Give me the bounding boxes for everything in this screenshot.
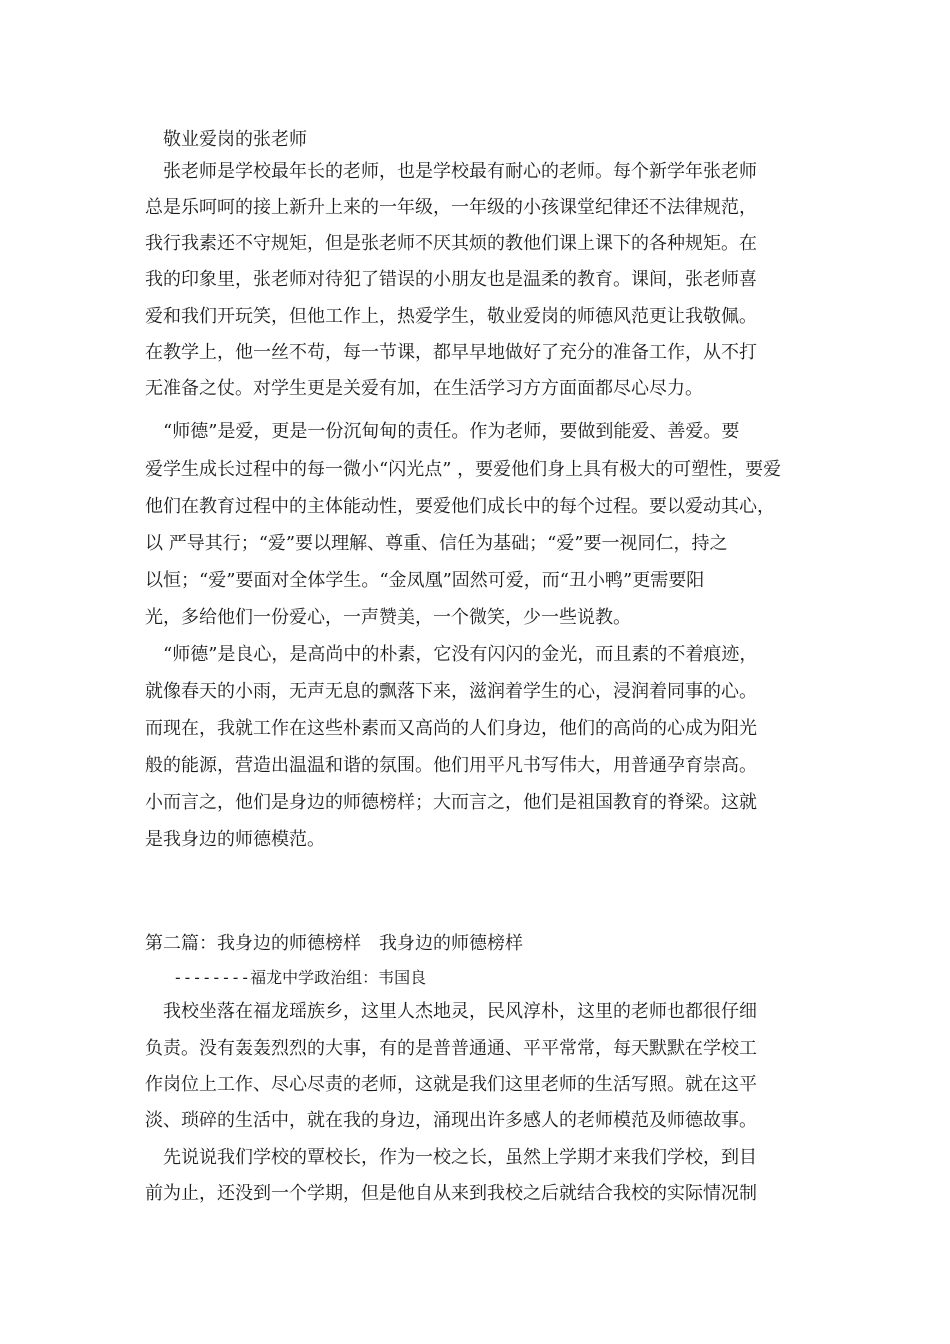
text-line: 就像春天的小雨，无声无息的飘落下来，滋润着学生的心，浸润着同事的心。	[145, 681, 757, 702]
text-line: 负责。没有轰轰烈烈的大事，有的是普普通通、平平常常，每天默默在学校工	[145, 1038, 757, 1059]
text-line: 无准备之仗。对学生更是关爱有加，在生活学习方方面面都尽心尽力。	[145, 378, 703, 399]
section-title: 敬业爱岗的张老师	[163, 129, 307, 150]
section-heading: 第二篇：我身边的师德榜样 我身边的师德榜样	[145, 933, 523, 954]
text-line: 淡、琐碎的生活中，就在我的身边，涌现出许多感人的老师模范及师德故事。	[145, 1110, 757, 1131]
text-line: 是我身边的师德模范。	[145, 829, 325, 850]
text-line: 我行我素还不守规矩，但是张老师不厌其烦的教他们课上课下的各种规矩。在	[145, 233, 757, 254]
text-line: “师德”是良心，是高尚中的朴素，它没有闪闪的金光，而且素的不着痕迹，	[163, 644, 758, 665]
byline: --------福龙中学政治组：韦国良	[173, 968, 427, 987]
text-line: 以恒；“爱”要面对全体学生。“金凤凰”固然可爱，而“丑小鸭”更需要阳	[145, 570, 705, 591]
text-line: 以 严导其行；“爱”要以理解、尊重、信任为基础；“爱”要一视同仁，持之	[145, 533, 728, 554]
text-line: 小而言之，他们是身边的师德榜样；大而言之，他们是祖国教育的脊梁。这就	[145, 792, 757, 813]
text-line: 而现在，我就工作在这些朴素而又高尚的人们身边，他们的高尚的心成为阳光	[145, 718, 757, 739]
text-line: 总是乐呵呵的接上新升上来的一年级，一年级的小孩课堂纪律还不法律规范，	[145, 197, 757, 218]
text-line: 前为止，还没到一个学期，但是他自从来到我校之后就结合我校的实际情况制	[145, 1183, 757, 1204]
text-line: 在教学上，他一丝不苟，每一节课，都早早地做好了充分的准备工作，从不打	[145, 342, 757, 363]
text-line: 作岗位上工作、尽心尽责的老师，这就是我们这里老师的生活写照。就在这平	[145, 1074, 757, 1095]
text-line: “师德”是爱，更是一份沉甸甸的责任。作为老师，要做到能爱、善爱。要	[163, 421, 740, 442]
text-line: 先说说我们学校的覃校长，作为一校之长，虽然上学期才来我们学校，到目	[163, 1147, 757, 1168]
text-line: 我校坐落在福龙瑶族乡，这里人杰地灵，民风淳朴，这里的老师也都很仔细	[163, 1001, 757, 1022]
text-line: 爱学生成长过程中的每一微小“闪光点” ，要爱他们身上具有极大的可塑性，要爱	[145, 459, 782, 480]
text-line: 张老师是学校最年长的老师，也是学校最有耐心的老师。每个新学年张老师	[163, 161, 757, 182]
text-line: 我的印象里，张老师对待犯了错误的小朋友也是温柔的教育。课间，张老师喜	[145, 269, 757, 290]
text-line: 般的能源，营造出温温和谐的氛围。他们用平凡书写伟大，用普通孕育崇高。	[145, 755, 757, 776]
text-line: 爱和我们开玩笑，但他工作上，热爱学生，敬业爱岗的师德风范更让我敬佩。	[145, 306, 757, 327]
text-line: 他们在教育过程中的主体能动性，要爱他们成长中的每个过程。要以爱动其心，	[145, 496, 775, 517]
text-line: 光，多给他们一份爱心，一声赞美，一个微笑，少一些说教。	[145, 607, 631, 628]
